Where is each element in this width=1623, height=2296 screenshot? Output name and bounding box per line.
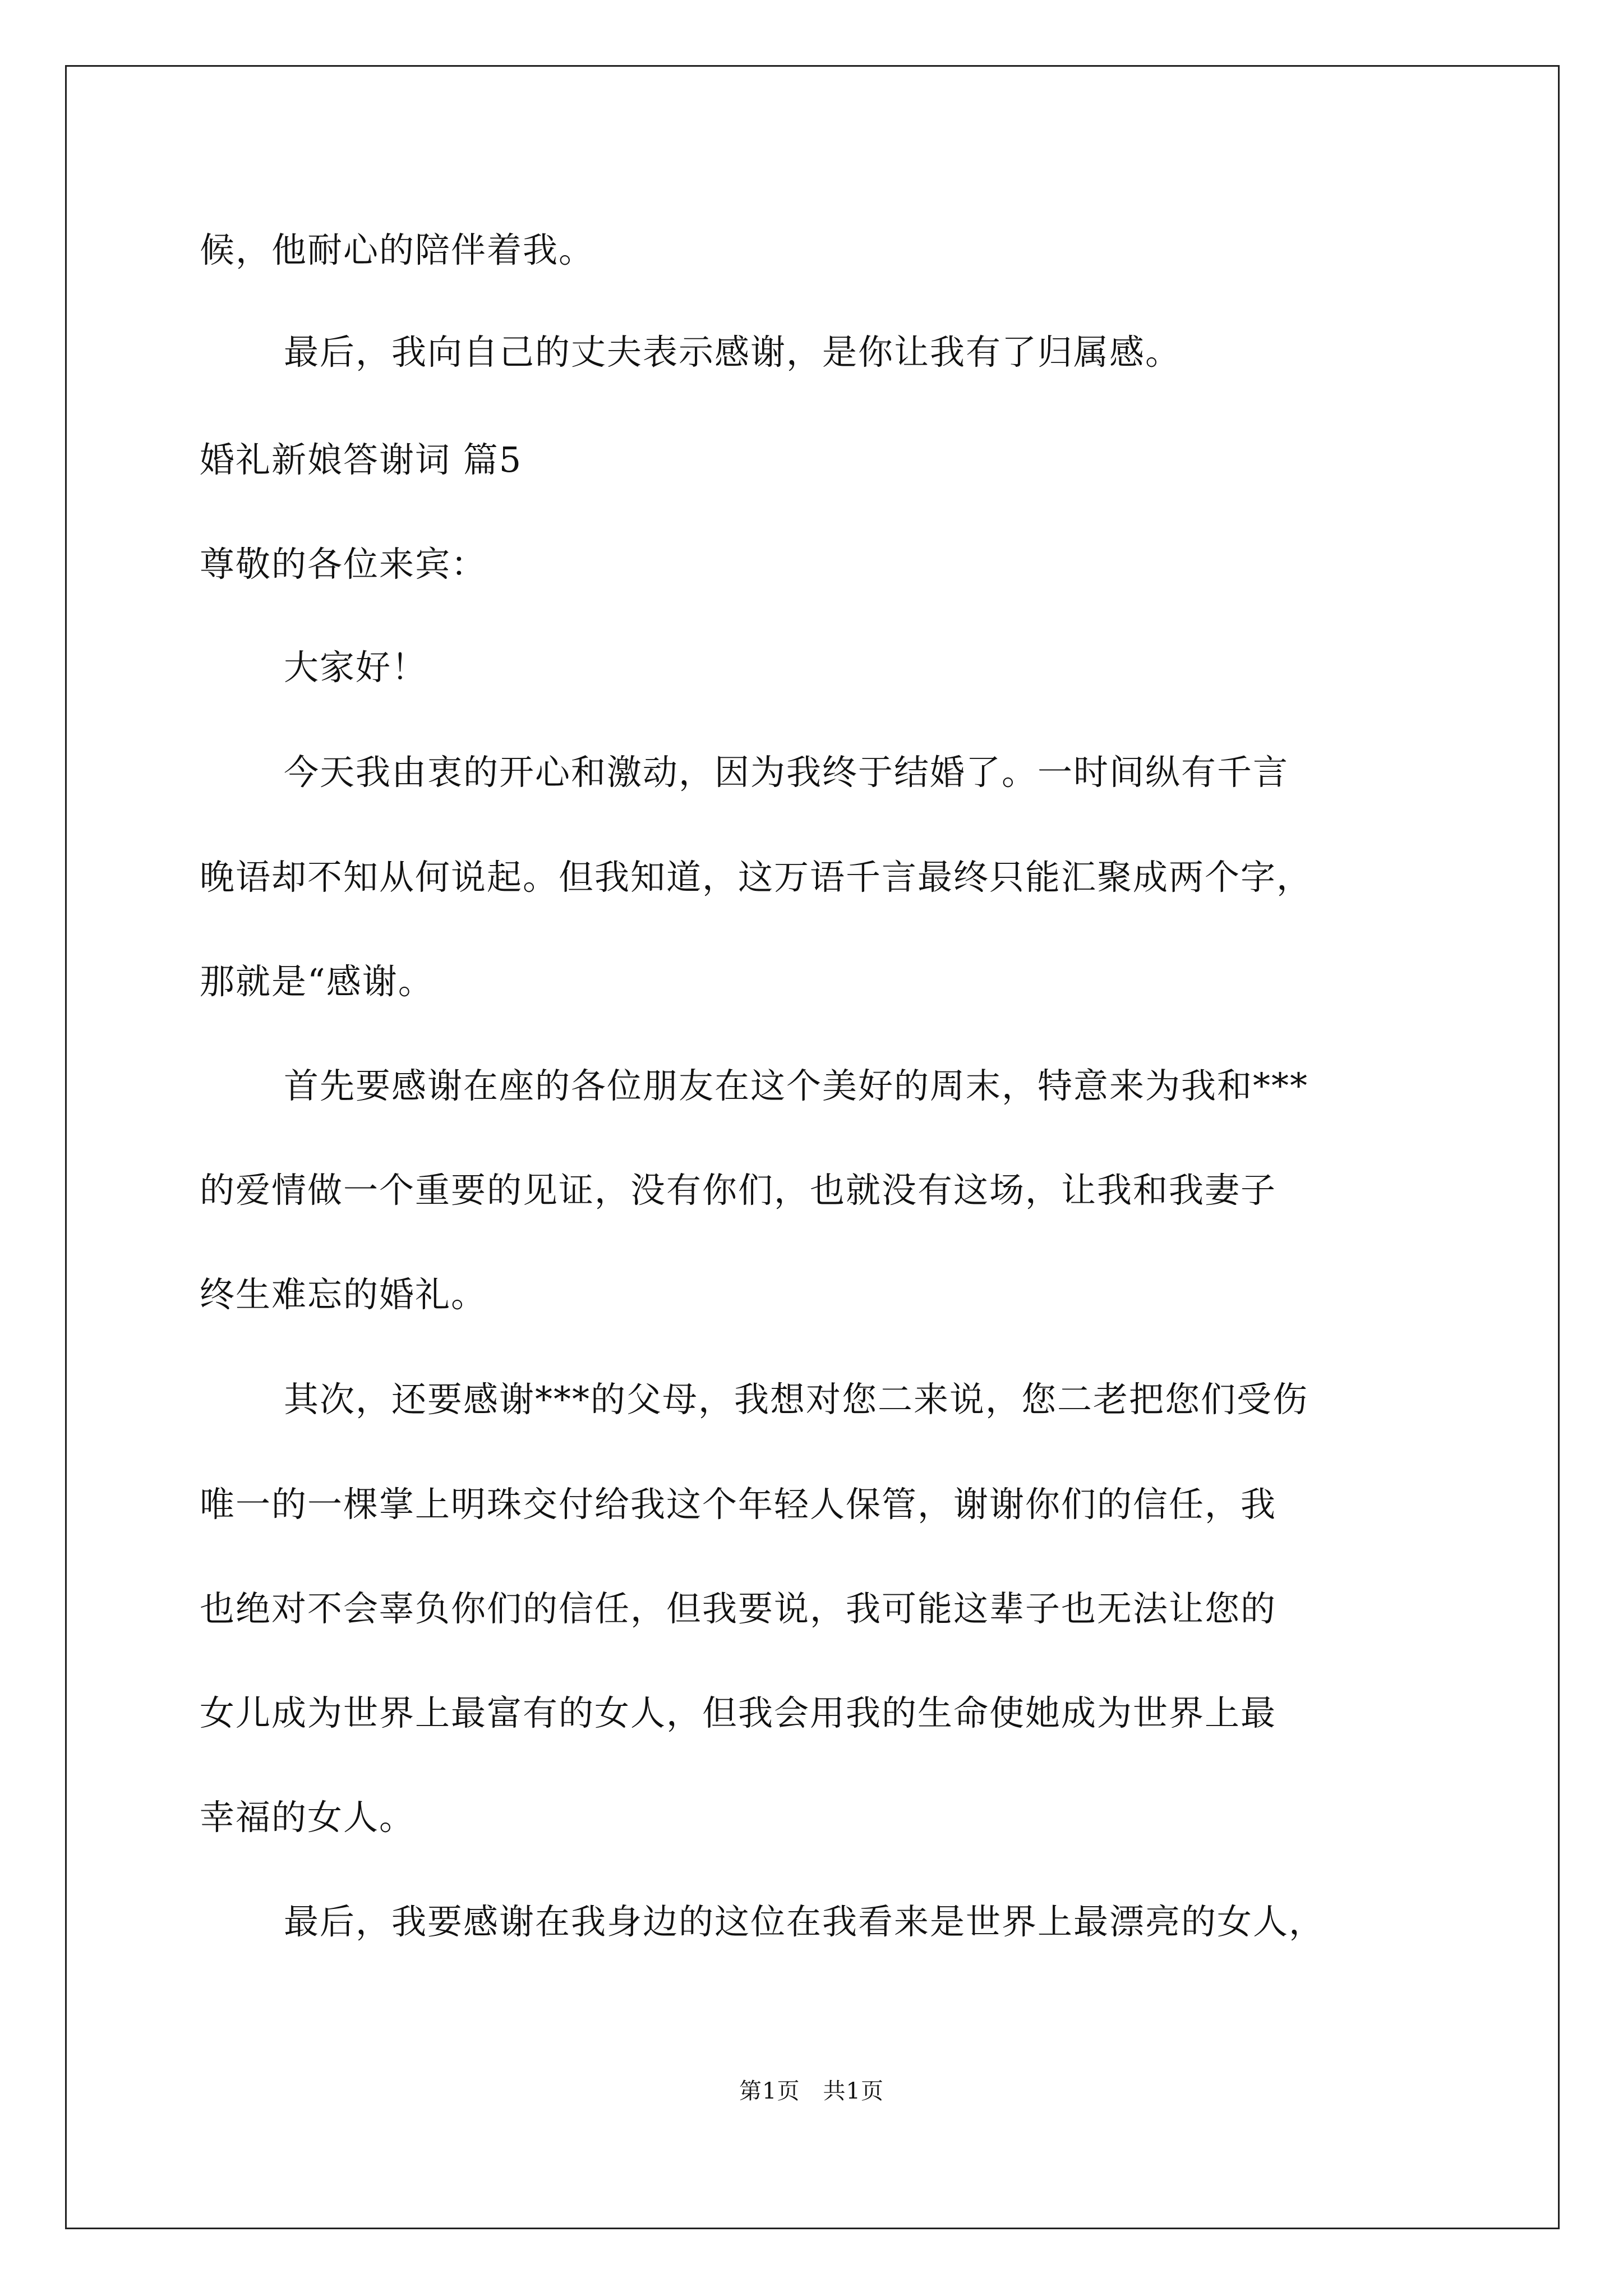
page-number-footer: 第1页 共1页	[739, 2078, 884, 2104]
body-text-line: 终生难忘的婚礼。	[200, 1274, 487, 1315]
body-text-line: 晚语却不知从何说起。但我知道，这万语千言最终只能汇聚成两个字，	[200, 857, 1313, 898]
body-text-line: 最后，我要感谢在我身边的这位在我看来是世界上最漂亮的女人，	[284, 1901, 1325, 1942]
body-text-line: 也绝对不会辜负你们的信任，但我要说，我可能这辈子也无法让您的	[200, 1588, 1277, 1629]
body-text-line: 唯一的一棵掌上明珠交付给我这个年轻人保管，谢谢你们的信任，我	[200, 1484, 1277, 1525]
body-text-line: 首先要感谢在座的各位朋友在这个美好的周末，特意来为我和***	[284, 1065, 1309, 1106]
body-text-line: 最后，我向自己的丈夫表示感谢，是你让我有了归属感。	[284, 332, 1182, 372]
body-text-line: 今天我由衷的开心和激动，因为我终于结婚了。一时间纵有千言	[284, 752, 1289, 793]
salutation: 尊敬的各位来宾：	[200, 544, 487, 585]
body-text-line: 其次，还要感谢***的父母，我想对您二来说，您二老把您们受伤	[284, 1379, 1309, 1420]
body-text-line: 那就是“感谢。	[200, 961, 434, 1002]
section-heading: 婚礼新娘答谢词 篇5	[200, 439, 523, 480]
greeting: 大家好！	[284, 647, 428, 688]
body-text-line: 候，他耐心的陪伴着我。	[200, 229, 595, 270]
body-text-line: 幸福的女人。	[200, 1797, 416, 1838]
body-text-line: 的爱情做一个重要的见证，没有你们，也就没有这场，让我和我妻子	[200, 1170, 1277, 1211]
body-text-line: 女儿成为世界上最富有的女人，但我会用我的生命使她成为世界上最	[200, 1692, 1277, 1733]
